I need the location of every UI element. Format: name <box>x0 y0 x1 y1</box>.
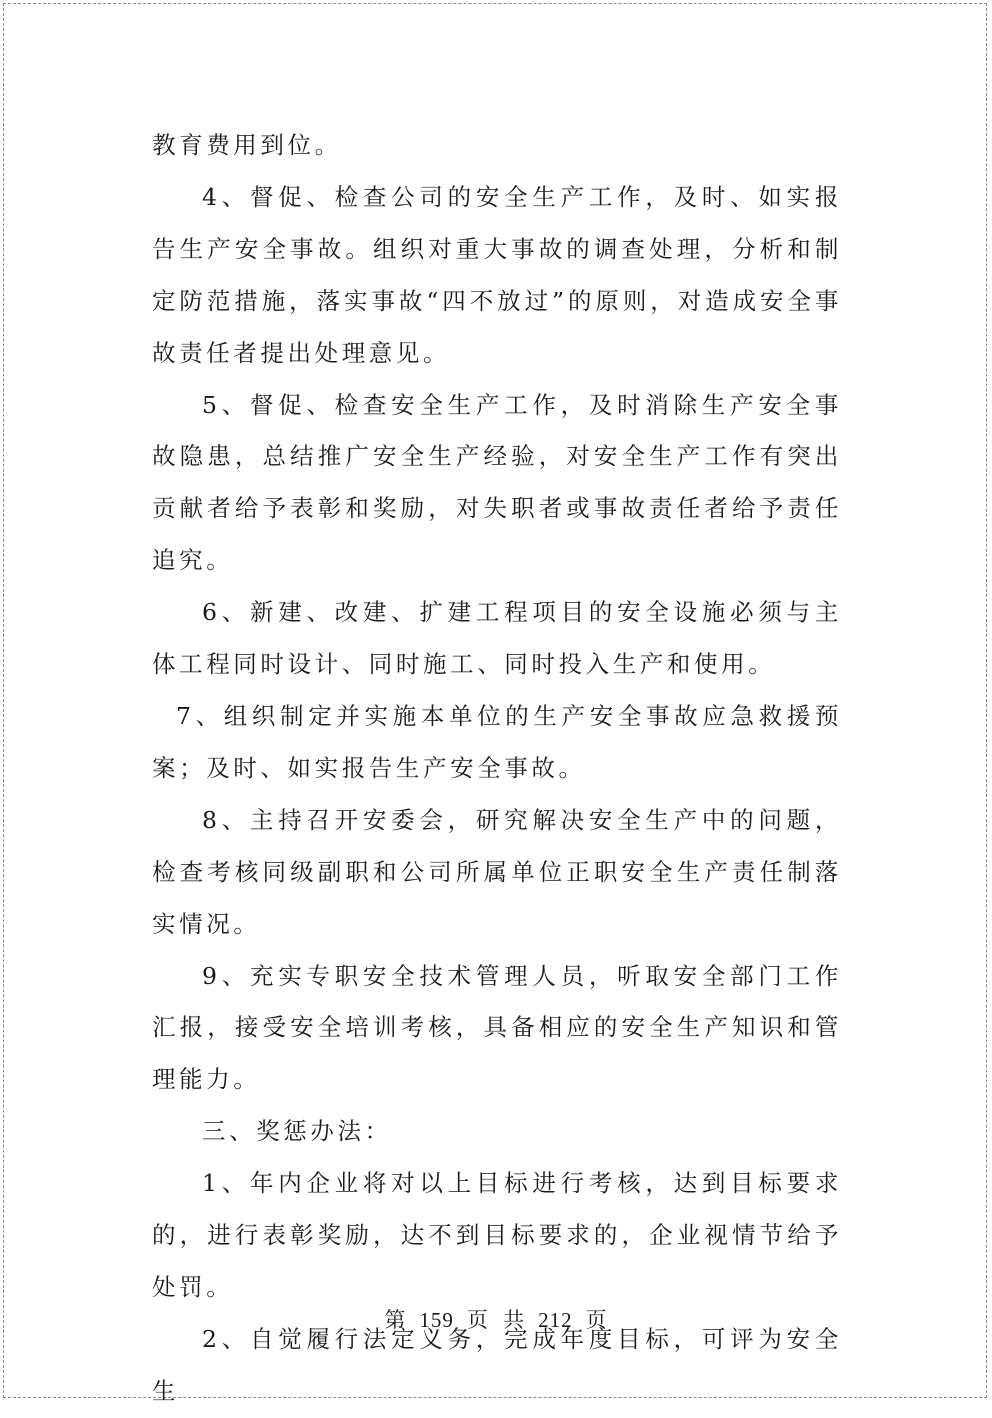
paragraph-9: 2、自觉履行法定义务，完成年度目标，可评为安全生 <box>152 1324 842 1405</box>
section-heading: 三、奖惩办法： <box>202 1117 392 1146</box>
total-pages-number: 212 <box>538 1308 573 1332</box>
document-body <box>152 120 842 1418</box>
paragraph-1: 4、督促、检查公司的安全生产工作，及时、如实报告生产安全事故。组织对重大事故的调查处理，分析和制定防范措施，落实事故“四不放过”的原则，对造成安全事故责任者提出处理意见。 <box>152 182 842 367</box>
paragraph-4: 7、组织制定并实施本单位的生产安全事故应急救援预案；及时、如实报告生产安全事故。 <box>152 701 842 782</box>
paragraph-2: 5、督促、检查安全生产工作，及时消除生产安全事故隐患，总结推广安全生产经验，对安全生产工作有突出贡献者给予表彰和奖励，对失职者或事故责任者给予责任追究。 <box>152 390 842 575</box>
footer-total-word: 共 <box>503 1308 526 1332</box>
current-page-number: 159 <box>419 1308 454 1332</box>
footer-prefix: 第 <box>384 1308 407 1332</box>
paragraph-5: 8、主持召开安委会，研究解决安全生产中的问题，检查考核同级副职和公司所属单位正职安全生产责任制落实情况。 <box>152 805 842 938</box>
footer-suffix: 页 <box>585 1308 608 1332</box>
footer-page-word: 页 <box>466 1308 489 1332</box>
page-footer <box>0 1302 992 1338</box>
paragraph-3: 6、新建、改建、扩建工程项目的安全设施必须与主体工程同时设计、同时施工、同时投入生产和使用。 <box>152 598 842 679</box>
paragraph-8: 1、年内企业将对以上目标进行考核，达到目标要求的，进行表彰奖励，达不到目标要求的，企业视情节给予处罚。 <box>152 1169 842 1301</box>
paragraph-0: 教育费用到位。 <box>152 131 342 159</box>
paragraph-6: 9、充实专职安全技术管理人员，听取安全部门工作汇报，接受安全培训考核，具备相应的安全生产知识和管理能力。 <box>152 961 842 1094</box>
